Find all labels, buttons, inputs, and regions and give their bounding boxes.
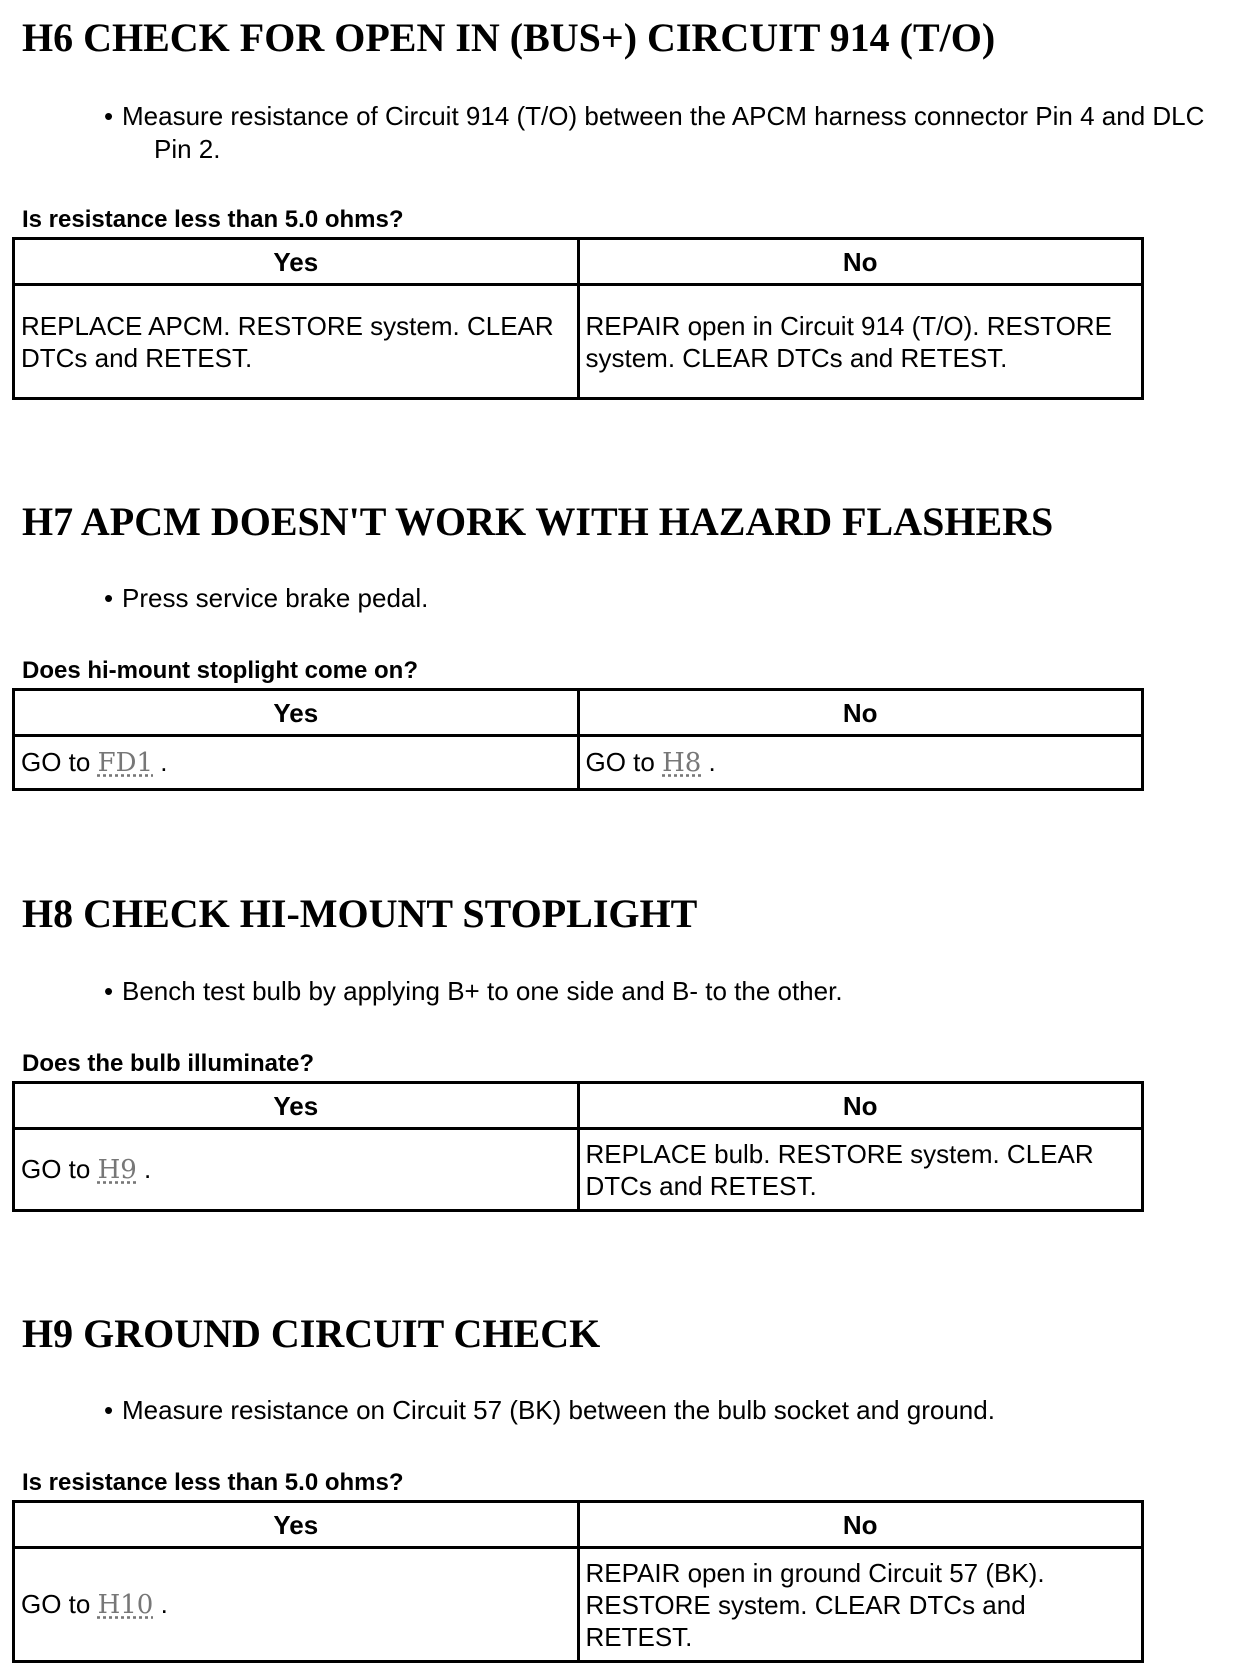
section-heading: H9 GROUND CIRCUIT CHECK — [22, 1311, 601, 1356]
go-to-label: GO to — [585, 747, 655, 777]
no-action: REPAIR open in ground Circuit 57 (BK). RESTORE system. CLEAR DTCs and RETEST. — [578, 1548, 1143, 1662]
no-header: No — [578, 239, 1143, 285]
question-label: Does the bulb illuminate? — [22, 1050, 315, 1077]
step-text: Bench test bulb by applying B+ to one side and B- to the other. — [122, 976, 843, 1006]
section-heading: H8 CHECK HI-MOUNT STOPLIGHT — [22, 891, 698, 936]
section-heading: H6 CHECK FOR OPEN IN (BUS+) CIRCUIT 914 (T/O) — [22, 15, 996, 60]
bullet-icon: • — [104, 1395, 114, 1425]
yes-header: Yes — [14, 1502, 579, 1548]
no-header: No — [578, 1083, 1143, 1129]
question-label: Is resistance less than 5.0 ohms? — [22, 1469, 404, 1496]
period: . — [160, 747, 168, 777]
go-to-label: GO to — [21, 1589, 91, 1619]
no-action: REPLACE bulb. RESTORE system. CLEAR DTCs and RETEST. — [578, 1129, 1143, 1211]
yes-action — [14, 1129, 579, 1211]
step-text: Measure resistance of Circuit 914 (T/O) between the APCM harness connector Pin 4 and DLC Pin 2. — [122, 101, 1205, 164]
step-instruction — [104, 1394, 1234, 1427]
yes-header: Yes — [14, 1083, 579, 1129]
step-instruction — [104, 100, 1234, 166]
link-h10[interactable]: H10 — [97, 1590, 154, 1620]
bullet-icon: • — [104, 101, 114, 131]
no-header: No — [578, 1502, 1143, 1548]
step-text: Press service brake pedal. — [122, 583, 429, 613]
bullet-icon: • — [104, 583, 114, 613]
bullet-icon: • — [104, 976, 114, 1006]
no-header: No — [578, 690, 1143, 736]
go-to-label: GO to — [21, 747, 91, 777]
step-text: Measure resistance on Circuit 57 (BK) between the bulb socket and ground. — [122, 1395, 995, 1425]
period: . — [708, 747, 716, 777]
period: . — [144, 1154, 152, 1184]
period: . — [160, 1589, 168, 1619]
step-instruction — [104, 975, 1234, 1008]
yes-action — [14, 1548, 579, 1662]
result-table — [12, 1500, 1144, 1663]
yes-action — [14, 736, 579, 790]
result-table — [12, 1081, 1144, 1212]
step-instruction — [104, 582, 1234, 615]
result-table — [12, 688, 1144, 791]
yes-action: REPLACE APCM. RESTORE system. CLEAR DTCs and RETEST. — [14, 285, 579, 399]
link-h8[interactable]: H8 — [662, 748, 702, 778]
no-action — [578, 736, 1143, 790]
yes-header: Yes — [14, 239, 579, 285]
question-label: Does hi-mount stoplight come on? — [22, 657, 418, 684]
link-fd1[interactable]: FD1 — [97, 748, 154, 778]
link-h9[interactable]: H9 — [97, 1155, 137, 1185]
yes-header: Yes — [14, 690, 579, 736]
question-label: Is resistance less than 5.0 ohms? — [22, 206, 404, 233]
section-heading: H7 APCM DOESN'T WORK WITH HAZARD FLASHERS — [22, 499, 1054, 544]
go-to-label: GO to — [21, 1154, 91, 1184]
no-action: REPAIR open in Circuit 914 (T/O). RESTORE system. CLEAR DTCs and RETEST. — [578, 285, 1143, 399]
result-table — [12, 237, 1144, 400]
